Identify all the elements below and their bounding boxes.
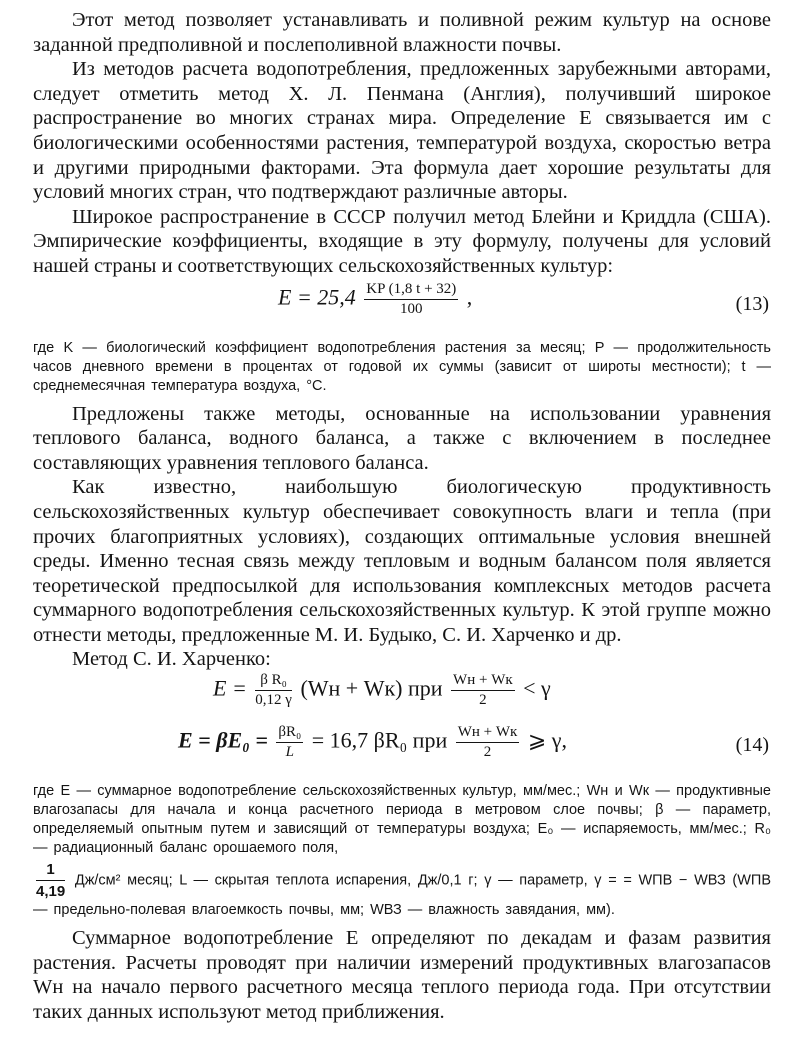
paragraph-6: Метод С. И. Харченко: (72, 648, 271, 671)
eq14a-fraction-2 (451, 672, 515, 709)
eq14a-numerator-1: β R₀ (255, 672, 292, 691)
eq14b-fraction-1 (276, 724, 303, 761)
eq14-number: (14) (735, 734, 769, 757)
paragraph-5: Как известно, наибольшую биологическую продуктивность сельскохозяйственных культур обеспечивает совокупность влаги и тепла (при прочих благоприятных условиях), создающих оптимальные условия внешней среды. Именно тесная связь между тепловым и водным балансом поля является теоретической предпосылкой для использования комплексных методов расчета суммарного водопотребления сельскохозяйственных культур. К этой группе можно отнести методы, предложенные М. И. Будыко, С. И. Харченко и др. (33, 476, 771, 646)
eq14a-numerator-2: Wн + Wк (451, 672, 515, 691)
note-fraction-numerator: 1 (36, 860, 65, 881)
eq13-fraction (364, 281, 458, 318)
equation-14b (33, 724, 771, 778)
paragraph-4: Предложены также методы, основанные на использовании уравнения теплового баланса, водного баланса, а также с включением в последнее составляющих уравнения теплового баланса. (33, 402, 771, 474)
paragraph-1: Этот метод позволяет устанавливать и поливной режим культур на основе заданной предполивной и послеполивной влажности почвы. (33, 9, 771, 56)
note-14-part-2 (33, 860, 771, 920)
eq14b-tail: ⩾ γ, (527, 727, 567, 753)
eq14a-denominator-2: 2 (479, 692, 487, 709)
note-13: где K — биологический коэффициент водопотребления растения за месяц; P — продолжительность часов дневного времени в процентах от годовой их суммы (зависит от широты местности); t — среднемесячная температура воздуха, °С. (33, 339, 771, 394)
document-page (33, 8, 771, 1024)
eq14b-numerator-2: Wн + Wк (456, 724, 520, 743)
eq14b-denominator-2: 2 (483, 744, 492, 761)
eq14a-denominator-1: 0,12 γ (255, 692, 292, 709)
paragraph-2: Из методов расчета водопотребления, предложенных зарубежными авторами, следует отметить метод Х. Л. Пенмана (Англия), получивший широкое распространение во многих странах мира. Определение E связывается им с биологическими особенностями растения, температурой воздуха, скоростью ветра и другими природными факторами. Эта формула дает хорошие результаты для условий многих стран, что подтверждают различные авторы. (33, 58, 771, 204)
eq13-denominator: 100 (400, 300, 423, 317)
equation-14a (33, 672, 771, 724)
eq14b-lhs: E = βE₀ = (178, 727, 268, 753)
eq13-lhs: E = 25,4 (278, 284, 356, 310)
paragraph-3: Широкое распространение в СССР получил метод Блейни и Криддла (США). Эмпирические коэффициенты, входящие в эту формулу, получены для условий нашей страны и соответствующих сельскохозяйственных культур: (33, 205, 771, 277)
equation-13 (33, 279, 771, 335)
eq14b-middle: = 16,7 βR₀ при (311, 727, 448, 753)
eq14a-fraction-1 (255, 672, 292, 709)
eq13-tail: , (466, 284, 473, 310)
eq14b-fraction-2 (456, 724, 520, 761)
note-fraction (36, 860, 65, 901)
note-fraction-denominator: 4,19 (36, 883, 66, 901)
note-14-part-1: где E — суммарное водопотребление сельскохозяйственных культур, мм/мес.; Wн и Wк — продуктивные влагозапасы для начала и конца расчетного периода в метровом слое почвы; β — параметр, определяемый опытным путем и зависящий от температуры воздуха; E₀ — испаряемость, мм/мес.; R₀ — радиационный баланс орошаемого поля, (33, 783, 771, 857)
eq14a-middle: (Wн + Wк) при (300, 675, 443, 701)
paragraph-7: Суммарное водопотребление E определяют по декадам и фазам развития растения. Расчеты проводят при наличии измерений продуктивных влагозапасов Wн на начало первого расчетного месяца теплого периода года. При отсутствии таких данных используют метод приближения. (33, 927, 771, 1023)
eq14b-numerator-1: βR₀ (276, 724, 303, 743)
eq14a-tail: < γ (523, 675, 551, 701)
eq14a-lhs: E = (213, 675, 247, 701)
note-14-text: Дж/см² месяц; L — скрытая теплота испарения, Дж/0,1 г; γ — параметр, γ = = WПВ − WВЗ (WПВ — предельно-полевая влагоемкость почвы, мм; WВЗ — влажность завядания, мм). (33, 872, 771, 919)
eq13-number: (13) (735, 292, 769, 315)
eq13-numerator: KP (1,8 t + 32) (364, 281, 458, 300)
eq14b-denominator-1: L (285, 744, 294, 761)
